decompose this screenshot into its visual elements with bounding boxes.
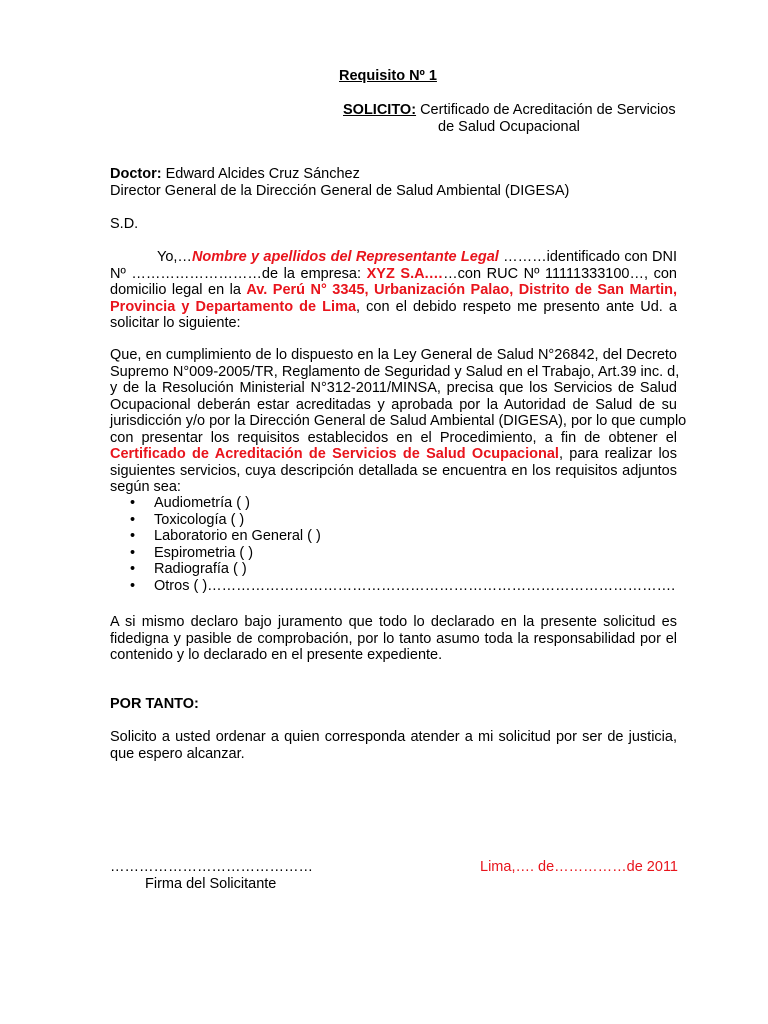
paragraph-line: Solicito a usted ordenar a quien corresponda atender a mi solicitud por ser de justicia,	[110, 729, 677, 745]
paragraph-line: según sea:	[110, 479, 181, 495]
list-item	[110, 561, 677, 578]
list-item	[110, 578, 677, 595]
intro-text: , con el debido respeto me presento ante Ud. a	[356, 298, 678, 315]
intro-text: Nº ………………………de la empresa:	[110, 265, 367, 282]
list-item	[110, 528, 677, 545]
service-radiografia: Radiografía ( )	[154, 561, 247, 577]
addressee-label: Doctor:	[110, 166, 162, 182]
intro-paragraph	[110, 249, 677, 332]
legal-basis-paragraph	[110, 347, 687, 496]
representative-name-placeholder: Nombre y apellidos del Representante Legal	[191, 249, 499, 265]
paragraph-line: que espero alcanzar.	[110, 745, 245, 762]
certificate-name: Certificado de Acreditación de Servicios de Salud Ocupacional	[110, 446, 559, 462]
paragraph-line: Ocupacional deberán estar acreditadas y aprobada por la Autoridad de Salud de su	[110, 396, 677, 413]
bullet-icon: •	[130, 544, 136, 561]
bullet-icon: •	[130, 561, 136, 577]
list-item	[110, 545, 677, 562]
paragraph-line: jurisdicción y/o por la Dirección General de Salud Ambiental (DIGESA), por lo que cumplo	[110, 413, 687, 429]
bullet-icon: •	[130, 511, 136, 528]
paragraph-line: fidedigna y pasible de comprobación, por lo tanto asumo toda la responsabilidad por el	[110, 630, 677, 647]
paragraph-line: contenido y lo declarado en el presente expediente.	[110, 647, 443, 663]
intro-text: ………identificado con DNI	[498, 249, 677, 265]
company-name: XYZ S.A.…	[366, 265, 444, 282]
signature-line: ……………………………………	[110, 859, 313, 875]
service-audiometria: Audiometría ( )	[154, 495, 250, 511]
paragraph-text: , para realizar los	[558, 446, 677, 462]
intro-text: solicitar lo siguiente:	[110, 315, 241, 331]
signature-label: Firma del Solicitante	[145, 876, 277, 892]
bullet-icon: •	[130, 528, 136, 544]
paragraph-line: siguientes servicios, cuya descripción detallada se encuentra en los requisitos adjuntos	[110, 462, 677, 479]
bullet-icon: •	[130, 495, 136, 511]
addressee-position: Director General de la Dirección General de Salud Ambiental (DIGESA)	[110, 182, 570, 199]
solicito-text-line1: Certificado de Acreditación de Servicios	[420, 102, 676, 118]
intro-text: Yo,…	[157, 249, 192, 265]
service-espirometria: Espirometria ( )	[154, 544, 254, 561]
intro-text: …con RUC Nº 11111333100…, con	[443, 265, 677, 282]
place-date-lima: Li	[480, 859, 492, 875]
services-list	[110, 495, 677, 594]
solicito-text-line2: de Salud Ocupacional	[438, 118, 580, 135]
legal-address: Av. Perú N° 3345, Urbanización Palao, Distrito de San Martin,	[246, 282, 677, 298]
paragraph-line: Que, en cumplimiento de lo dispuesto en la Ley General de Salud N°26842, del Decreto	[110, 347, 677, 363]
service-toxicologia: Toxicología ( )	[154, 511, 245, 528]
paragraph-line: A si mismo declaro bajo juramento que todo lo declarado en la presente solicitud es	[110, 614, 677, 630]
paragraph-line: Supremo N°009-2005/TR, Reglamento de Seguridad y Salud en el Trabajo, Art.39 inc. d,	[110, 363, 680, 380]
por-tanto-heading: POR TANTO:	[110, 696, 199, 712]
closing-paragraph	[110, 729, 677, 762]
place-date	[480, 859, 678, 876]
list-item	[110, 512, 677, 529]
solicito-block	[343, 102, 676, 135]
intro-text: domicilio legal en la	[110, 282, 247, 298]
service-otros: Otros ( )…………………………………………………………………………………….	[154, 577, 676, 594]
paragraph-line: y de la Resolución Ministerial N°312-2011/MINSA, precisa que los Servicios de Salud	[110, 380, 677, 396]
declaration-paragraph	[110, 614, 677, 664]
requirement-heading: Requisito Nº 1	[339, 68, 437, 84]
bullet-icon: •	[130, 577, 136, 594]
addressee-name: Edward Alcides Cruz Sánchez	[165, 166, 360, 182]
service-laboratorio: Laboratorio en General ( )	[154, 528, 321, 544]
paragraph-line: con presentar los requisitos establecidos en el Procedimiento, a fin de obtener el	[110, 429, 677, 446]
place-date-text: ma,…. de……………de 2011	[491, 859, 678, 875]
legal-address-cont: Provincia y Departamento de Lima	[110, 298, 357, 315]
solicito-label: SOLICITO:	[343, 102, 417, 118]
list-item	[110, 495, 677, 512]
addressee-block	[110, 166, 569, 199]
salutation: S.D.	[110, 216, 139, 232]
